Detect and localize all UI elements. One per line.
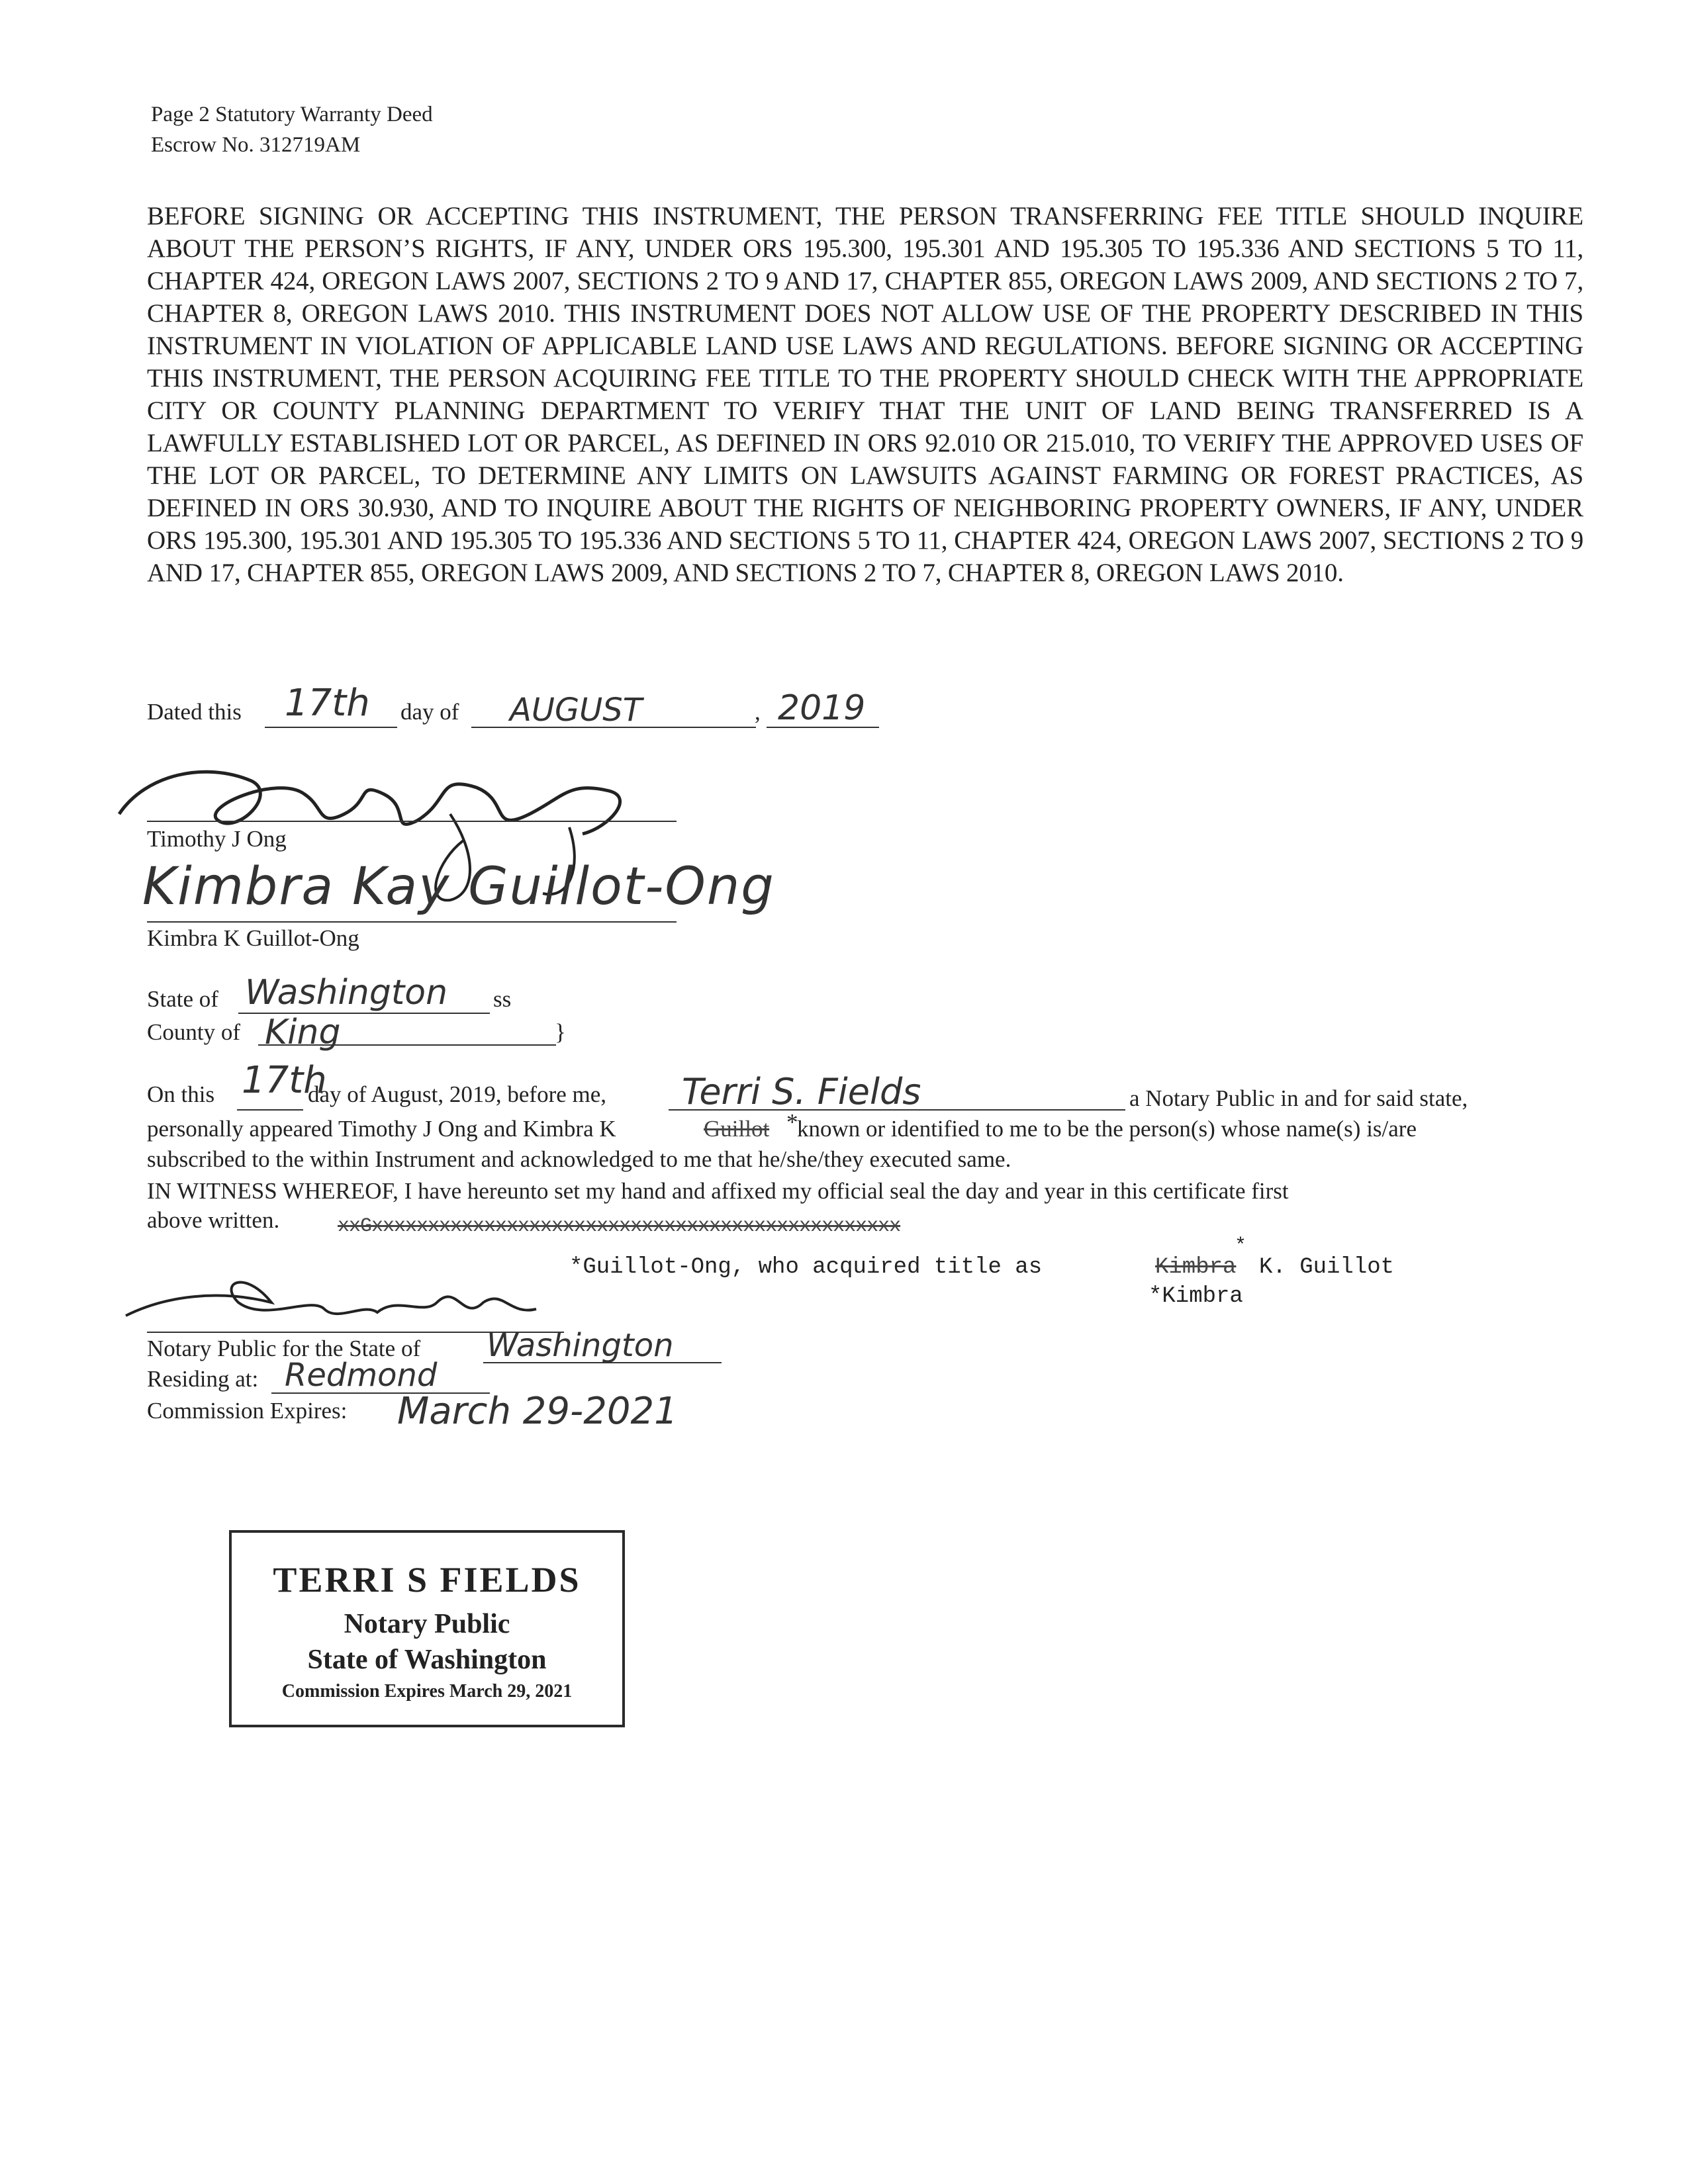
ack-day-handwritten: 17th <box>242 1059 327 1102</box>
notary-state-label: Notary Public for the State of <box>147 1336 421 1361</box>
state-label: State of <box>147 986 218 1012</box>
county-brace: } <box>555 1019 566 1045</box>
residing-value-handwritten: Redmond <box>285 1357 438 1394</box>
dated-day-of: day of <box>400 699 459 725</box>
seal-state: State of Washington <box>307 1645 547 1675</box>
typed-kimbra: *Kimbra <box>1149 1284 1243 1309</box>
county-value-handwritten: King <box>265 1013 341 1052</box>
residing-label: Residing at: <box>147 1366 259 1392</box>
ss-label: ss <box>493 986 512 1012</box>
dated-day-handwritten: 17th <box>285 682 370 725</box>
ack-line5: above written. <box>147 1207 280 1233</box>
state-value-handwritten: Washington <box>245 973 448 1013</box>
signature-notary <box>113 1256 589 1336</box>
dated-year-handwritten: 2019 <box>778 688 866 728</box>
dated-day-line <box>265 727 397 728</box>
ack-struck-line: xxGxxxxxxxxxxxxxxxxxxxxxxxxxxxxxxxxxxxxxxxxxxxxxxx <box>338 1215 901 1238</box>
ack-on-this: On this <box>147 1081 215 1107</box>
ack-day-line <box>237 1109 303 1111</box>
typed-asterisk: * <box>1235 1235 1247 1257</box>
notary-seal <box>229 1530 625 1727</box>
signer1-line <box>147 821 677 822</box>
ack-line2-a: personally appeared Timothy J Ong and Kimbra K <box>147 1116 616 1142</box>
ack-line2-b: known or identified to me to be the person(s) whose name(s) is/are <box>797 1116 1417 1142</box>
ack-line3: subscribed to the within Instrument and acknowledged to me that he/she/they executed same. <box>147 1146 1011 1172</box>
seal-title: Notary Public <box>344 1609 510 1639</box>
commission-value-handwritten: March 29-2021 <box>397 1390 678 1433</box>
commission-label: Commission Expires: <box>147 1398 348 1424</box>
county-label: County of <box>147 1019 240 1045</box>
signer2-name: Kimbra K Guillot-Ong <box>147 925 359 951</box>
statutory-notice: BEFORE SIGNING OR ACCEPTING THIS INSTRUMENT, THE PERSON TRANSFERRING FEE TITLE SHOULD INQUIRE ABOUT THE PERSON’S RIGHTS, IF ANY, UNDER ORS 195.300, 195.301 AND 195.305 TO 195.336 AND SECTIONS 5 TO 11, CHAPTER 424, OREGON LAWS 2007, SECTIONS 2 TO 9 AND 17, CHAPTER 855, OREGON LAWS 2009, AND SECTIONS 2 TO 7, CHAPTER 8, OREGON LAWS 2010. THIS INSTRUMENT DOES NOT ALLOW USE OF THE PROPERTY DESCRIBED IN THIS INSTRUMENT IN VIOLATION OF APPLICABLE LAND USE LAWS AND REGULATIONS. BEFORE SIGNING OR ACCEPTING THIS INSTRUMENT, THE PERSON ACQUIRING FEE TITLE TO THE PROPERTY SHOULD CHECK WITH THE APPROPRIATE CITY OR COUNTY PLANNING DEPARTMENT TO VERIFY THAT THE UNIT OF LAND BEING TRANSFERRED IS A LAWFULLY ESTABLISHED LOT OR PARCEL, AS DEFINED IN ORS 92.010 OR 215.010, TO VERIFY THE APPROVED USES OF THE LOT OR PARCEL, TO DETERMINE ANY LIMITS ON LAWSUITS AGAINST FARMING OR FOREST PRACTICES, AS DEFINED IN ORS 30.930, AND TO INQUIRE ABOUT THE RIGHTS OF NEIGHBORING PROPERTY OWNERS, IF ANY, UNDER ORS 195.300, 195.301 AND 195.305 TO 195.336 AND SECTIONS 5 TO 11, CHAPTER 424, OREGON LAWS 2007, SECTIONS 2 TO 9 AND 17, CHAPTER 855, OREGON LAWS 2009, AND SECTIONS 2 TO 7, CHAPTER 8, OREGON LAWS 2010. <box>147 202 1583 587</box>
signature-kimbra: Kimbra Kay Guillot-Ong <box>142 857 775 917</box>
typed-correction: *Guillot-Ong, who acquired title as <box>569 1255 1043 1280</box>
typed-correction-end: K. Guillot <box>1259 1255 1395 1280</box>
ack-asterisk: * <box>786 1109 798 1135</box>
ack-line4: IN WITNESS WHEREOF, I have hereunto set my hand and affixed my official seal the day and year in this certificate first <box>147 1178 1289 1204</box>
ack-day-text: day of August, 2019, before me, <box>308 1081 607 1107</box>
page-title: Page 2 Statutory Warranty Deed <box>151 103 433 126</box>
seal-commission: Commission Expires March 29, 2021 <box>281 1681 573 1702</box>
ack-notary-name-handwritten: Terri S. Fields <box>682 1071 921 1113</box>
signer1-name: Timothy J Ong <box>147 826 287 852</box>
dated-comma: , <box>755 699 761 725</box>
county-line <box>258 1044 556 1046</box>
typed-struck-name: Kimbra <box>1155 1255 1237 1280</box>
escrow-number: Escrow No. 312719AM <box>151 133 361 157</box>
ack-struck-word: Guillot <box>704 1116 770 1142</box>
signer2-line <box>147 921 677 923</box>
seal-name: TERRI S FIELDS <box>273 1560 581 1600</box>
dated-prefix: Dated this <box>147 699 242 725</box>
dated-month-handwritten: AUGUST <box>510 692 643 729</box>
notary-state-value-handwritten: Washington <box>487 1327 674 1364</box>
ack-notary-public-text: a Notary Public in and for said state, <box>1129 1085 1468 1111</box>
notary-state-line <box>483 1362 722 1363</box>
